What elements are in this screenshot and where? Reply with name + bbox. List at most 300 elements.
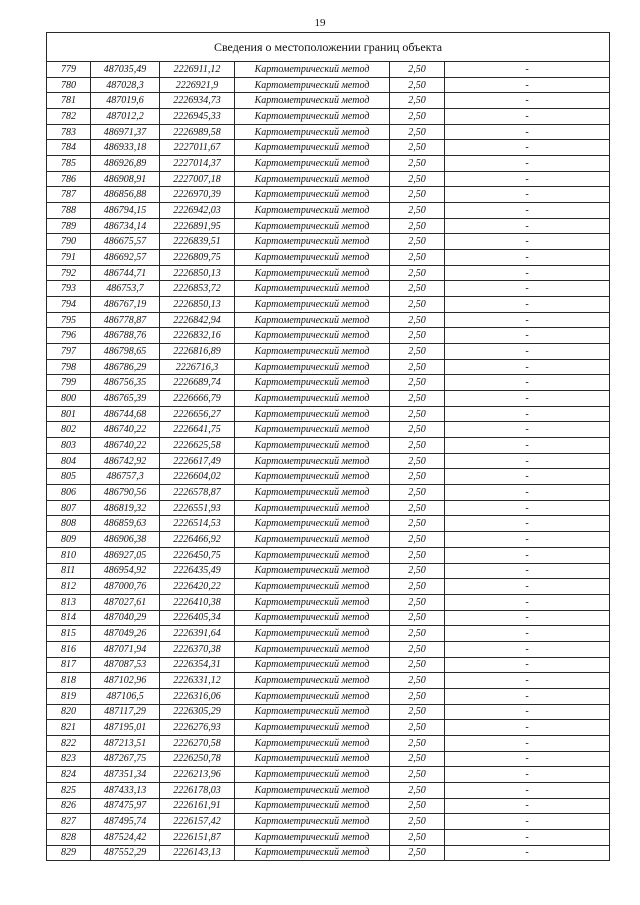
x-coordinate-cell: 487027,61 <box>91 594 160 610</box>
description-cell: - <box>445 532 610 548</box>
point-number-cell: 813 <box>47 594 91 610</box>
accuracy-cell: 2,50 <box>390 171 445 187</box>
description-cell: - <box>445 328 610 344</box>
accuracy-cell: 2,50 <box>390 798 445 814</box>
x-coordinate-cell: 487433,13 <box>91 782 160 798</box>
accuracy-cell: 2,50 <box>390 673 445 689</box>
accuracy-cell: 2,50 <box>390 610 445 626</box>
point-number-cell: 807 <box>47 500 91 516</box>
table-row <box>47 814 610 830</box>
x-coordinate-cell: 486790,56 <box>91 485 160 501</box>
x-coordinate-cell: 486744,68 <box>91 406 160 422</box>
method-cell: Картометрический метод <box>235 124 390 140</box>
table-title-row <box>47 33 610 62</box>
y-coordinate-cell: 2226604,02 <box>160 469 235 485</box>
accuracy-cell: 2,50 <box>390 109 445 125</box>
point-number-cell: 792 <box>47 265 91 281</box>
description-cell: - <box>445 767 610 783</box>
method-cell: Картометрический метод <box>235 328 390 344</box>
method-cell: Картометрический метод <box>235 829 390 845</box>
table-row <box>47 406 610 422</box>
description-cell: - <box>445 62 610 78</box>
y-coordinate-cell: 2227007,18 <box>160 171 235 187</box>
table-row <box>47 328 610 344</box>
y-coordinate-cell: 2226934,73 <box>160 93 235 109</box>
table-row <box>47 156 610 172</box>
method-cell: Картометрический метод <box>235 187 390 203</box>
description-cell: - <box>445 297 610 313</box>
x-coordinate-cell: 486926,89 <box>91 156 160 172</box>
table-row <box>47 93 610 109</box>
y-coordinate-cell: 2226405,34 <box>160 610 235 626</box>
table-row <box>47 359 610 375</box>
point-number-cell: 779 <box>47 62 91 78</box>
method-cell: Картометрический метод <box>235 281 390 297</box>
table-row <box>47 77 610 93</box>
point-number-cell: 821 <box>47 720 91 736</box>
y-coordinate-cell: 2226666,79 <box>160 391 235 407</box>
method-cell: Картометрический метод <box>235 297 390 313</box>
point-number-cell: 787 <box>47 187 91 203</box>
x-coordinate-cell: 486933,18 <box>91 140 160 156</box>
table-row <box>47 767 610 783</box>
description-cell: - <box>445 203 610 219</box>
accuracy-cell: 2,50 <box>390 641 445 657</box>
description-cell: - <box>445 171 610 187</box>
point-number-cell: 805 <box>47 469 91 485</box>
description-cell: - <box>445 312 610 328</box>
accuracy-cell: 2,50 <box>390 312 445 328</box>
table-row <box>47 469 610 485</box>
y-coordinate-cell: 2226839,51 <box>160 234 235 250</box>
point-number-cell: 797 <box>47 344 91 360</box>
table-row <box>47 688 610 704</box>
accuracy-cell: 2,50 <box>390 344 445 360</box>
accuracy-cell: 2,50 <box>390 422 445 438</box>
method-cell: Картометрический метод <box>235 406 390 422</box>
description-cell: - <box>445 688 610 704</box>
point-number-cell: 780 <box>47 77 91 93</box>
y-coordinate-cell: 2226625,58 <box>160 438 235 454</box>
description-cell: - <box>445 845 610 861</box>
y-coordinate-cell: 2226689,74 <box>160 375 235 391</box>
table-row <box>47 250 610 266</box>
description-cell: - <box>445 109 610 125</box>
point-number-cell: 824 <box>47 767 91 783</box>
x-coordinate-cell: 486744,71 <box>91 265 160 281</box>
description-cell: - <box>445 218 610 234</box>
point-number-cell: 796 <box>47 328 91 344</box>
method-cell: Картометрический метод <box>235 767 390 783</box>
accuracy-cell: 2,50 <box>390 453 445 469</box>
x-coordinate-cell: 486794,15 <box>91 203 160 219</box>
x-coordinate-cell: 487117,29 <box>91 704 160 720</box>
table-row <box>47 453 610 469</box>
y-coordinate-cell: 2226578,87 <box>160 485 235 501</box>
method-cell: Картометрический метод <box>235 563 390 579</box>
table-row <box>47 704 610 720</box>
table-row <box>47 532 610 548</box>
method-cell: Картометрический метод <box>235 218 390 234</box>
x-coordinate-cell: 486740,22 <box>91 422 160 438</box>
point-number-cell: 783 <box>47 124 91 140</box>
x-coordinate-cell: 487087,53 <box>91 657 160 673</box>
y-coordinate-cell: 2226850,13 <box>160 297 235 313</box>
point-number-cell: 800 <box>47 391 91 407</box>
table-row <box>47 62 610 78</box>
table-row <box>47 500 610 516</box>
method-cell: Картометрический метод <box>235 845 390 861</box>
method-cell: Картометрический метод <box>235 344 390 360</box>
point-number-cell: 810 <box>47 547 91 563</box>
point-number-cell: 804 <box>47 453 91 469</box>
y-coordinate-cell: 2226151,87 <box>160 829 235 845</box>
method-cell: Картометрический метод <box>235 688 390 704</box>
point-number-cell: 790 <box>47 234 91 250</box>
method-cell: Картометрический метод <box>235 250 390 266</box>
accuracy-cell: 2,50 <box>390 234 445 250</box>
point-number-cell: 799 <box>47 375 91 391</box>
point-number-cell: 811 <box>47 563 91 579</box>
x-coordinate-cell: 487195,01 <box>91 720 160 736</box>
method-cell: Картометрический метод <box>235 453 390 469</box>
method-cell: Картометрический метод <box>235 814 390 830</box>
point-number-cell: 825 <box>47 782 91 798</box>
description-cell: - <box>445 422 610 438</box>
point-number-cell: 798 <box>47 359 91 375</box>
y-coordinate-cell: 2226276,93 <box>160 720 235 736</box>
x-coordinate-cell: 486788,76 <box>91 328 160 344</box>
description-cell: - <box>445 547 610 563</box>
description-cell: - <box>445 579 610 595</box>
method-cell: Картометрический метод <box>235 265 390 281</box>
method-cell: Картометрический метод <box>235 234 390 250</box>
description-cell: - <box>445 657 610 673</box>
x-coordinate-cell: 486756,35 <box>91 375 160 391</box>
accuracy-cell: 2,50 <box>390 62 445 78</box>
description-cell: - <box>445 234 610 250</box>
x-coordinate-cell: 486971,37 <box>91 124 160 140</box>
description-cell: - <box>445 375 610 391</box>
y-coordinate-cell: 2226161,91 <box>160 798 235 814</box>
accuracy-cell: 2,50 <box>390 281 445 297</box>
method-cell: Картометрический метод <box>235 720 390 736</box>
accuracy-cell: 2,50 <box>390 720 445 736</box>
table-row <box>47 751 610 767</box>
method-cell: Картометрический метод <box>235 532 390 548</box>
x-coordinate-cell: 486954,92 <box>91 563 160 579</box>
x-coordinate-cell: 486765,39 <box>91 391 160 407</box>
y-coordinate-cell: 2226970,39 <box>160 187 235 203</box>
description-cell: - <box>445 187 610 203</box>
method-cell: Картометрический метод <box>235 62 390 78</box>
method-cell: Картометрический метод <box>235 626 390 642</box>
point-number-cell: 786 <box>47 171 91 187</box>
table-row <box>47 735 610 751</box>
x-coordinate-cell: 487552,29 <box>91 845 160 861</box>
table-row <box>47 124 610 140</box>
table-row <box>47 720 610 736</box>
table-row <box>47 203 610 219</box>
description-cell: - <box>445 485 610 501</box>
x-coordinate-cell: 486740,22 <box>91 438 160 454</box>
point-number-cell: 793 <box>47 281 91 297</box>
table-row <box>47 782 610 798</box>
point-number-cell: 788 <box>47 203 91 219</box>
y-coordinate-cell: 2226410,38 <box>160 594 235 610</box>
table-row <box>47 438 610 454</box>
accuracy-cell: 2,50 <box>390 156 445 172</box>
method-cell: Картометрический метод <box>235 782 390 798</box>
method-cell: Картометрический метод <box>235 485 390 501</box>
boundary-coordinates-table <box>46 32 610 861</box>
method-cell: Картометрический метод <box>235 751 390 767</box>
point-number-cell: 785 <box>47 156 91 172</box>
description-cell: - <box>445 594 610 610</box>
table-row <box>47 422 610 438</box>
method-cell: Картометрический метод <box>235 610 390 626</box>
x-coordinate-cell: 486819,32 <box>91 500 160 516</box>
x-coordinate-cell: 487102,96 <box>91 673 160 689</box>
table-row <box>47 673 610 689</box>
y-coordinate-cell: 2226891,95 <box>160 218 235 234</box>
y-coordinate-cell: 2226551,93 <box>160 500 235 516</box>
x-coordinate-cell: 487071,94 <box>91 641 160 657</box>
y-coordinate-cell: 2226157,42 <box>160 814 235 830</box>
point-number-cell: 817 <box>47 657 91 673</box>
point-number-cell: 826 <box>47 798 91 814</box>
accuracy-cell: 2,50 <box>390 767 445 783</box>
accuracy-cell: 2,50 <box>390 532 445 548</box>
accuracy-cell: 2,50 <box>390 187 445 203</box>
point-number-cell: 789 <box>47 218 91 234</box>
table-row <box>47 140 610 156</box>
x-coordinate-cell: 486798,65 <box>91 344 160 360</box>
x-coordinate-cell: 487351,34 <box>91 767 160 783</box>
table-row <box>47 845 610 861</box>
x-coordinate-cell: 487049,26 <box>91 626 160 642</box>
y-coordinate-cell: 2226305,29 <box>160 704 235 720</box>
table-title: Сведения о местоположении границ объекта <box>47 33 610 62</box>
method-cell: Картометрический метод <box>235 140 390 156</box>
description-cell: - <box>445 673 610 689</box>
accuracy-cell: 2,50 <box>390 829 445 845</box>
table-row <box>47 265 610 281</box>
y-coordinate-cell: 2226716,3 <box>160 359 235 375</box>
description-cell: - <box>445 563 610 579</box>
point-number-cell: 809 <box>47 532 91 548</box>
description-cell: - <box>445 406 610 422</box>
accuracy-cell: 2,50 <box>390 704 445 720</box>
description-cell: - <box>445 626 610 642</box>
table-row <box>47 391 610 407</box>
method-cell: Картометрический метод <box>235 798 390 814</box>
table-row <box>47 171 610 187</box>
method-cell: Картометрический метод <box>235 469 390 485</box>
y-coordinate-cell: 2226466,92 <box>160 532 235 548</box>
point-number-cell: 781 <box>47 93 91 109</box>
description-cell: - <box>445 124 610 140</box>
accuracy-cell: 2,50 <box>390 579 445 595</box>
description-cell: - <box>445 77 610 93</box>
description-cell: - <box>445 469 610 485</box>
description-cell: - <box>445 453 610 469</box>
point-number-cell: 803 <box>47 438 91 454</box>
y-coordinate-cell: 2226921,9 <box>160 77 235 93</box>
y-coordinate-cell: 2226617,49 <box>160 453 235 469</box>
description-cell: - <box>445 500 610 516</box>
accuracy-cell: 2,50 <box>390 814 445 830</box>
accuracy-cell: 2,50 <box>390 469 445 485</box>
table-row <box>47 626 610 642</box>
description-cell: - <box>445 359 610 375</box>
description-cell: - <box>445 156 610 172</box>
table-row <box>47 798 610 814</box>
description-cell: - <box>445 93 610 109</box>
point-number-cell: 814 <box>47 610 91 626</box>
x-coordinate-cell: 486786,29 <box>91 359 160 375</box>
method-cell: Картометрический метод <box>235 735 390 751</box>
method-cell: Картометрический метод <box>235 422 390 438</box>
x-coordinate-cell: 487475,97 <box>91 798 160 814</box>
accuracy-cell: 2,50 <box>390 93 445 109</box>
table-row <box>47 610 610 626</box>
point-number-cell: 822 <box>47 735 91 751</box>
x-coordinate-cell: 486767,19 <box>91 297 160 313</box>
y-coordinate-cell: 2226656,27 <box>160 406 235 422</box>
y-coordinate-cell: 2226370,38 <box>160 641 235 657</box>
point-number-cell: 801 <box>47 406 91 422</box>
x-coordinate-cell: 486734,14 <box>91 218 160 234</box>
point-number-cell: 828 <box>47 829 91 845</box>
description-cell: - <box>445 704 610 720</box>
table-row <box>47 281 610 297</box>
table-row <box>47 218 610 234</box>
accuracy-cell: 2,50 <box>390 594 445 610</box>
table-row <box>47 579 610 595</box>
description-cell: - <box>445 344 610 360</box>
accuracy-cell: 2,50 <box>390 735 445 751</box>
description-cell: - <box>445 735 610 751</box>
table-row <box>47 516 610 532</box>
method-cell: Картометрический метод <box>235 171 390 187</box>
x-coordinate-cell: 487213,51 <box>91 735 160 751</box>
method-cell: Картометрический метод <box>235 109 390 125</box>
accuracy-cell: 2,50 <box>390 845 445 861</box>
x-coordinate-cell: 487106,5 <box>91 688 160 704</box>
point-number-cell: 829 <box>47 845 91 861</box>
accuracy-cell: 2,50 <box>390 359 445 375</box>
table-row <box>47 829 610 845</box>
table-row <box>47 563 610 579</box>
y-coordinate-cell: 2226178,03 <box>160 782 235 798</box>
description-cell: - <box>445 829 610 845</box>
description-cell: - <box>445 751 610 767</box>
point-number-cell: 819 <box>47 688 91 704</box>
table-row <box>47 109 610 125</box>
y-coordinate-cell: 2226331,12 <box>160 673 235 689</box>
point-number-cell: 791 <box>47 250 91 266</box>
y-coordinate-cell: 2226270,58 <box>160 735 235 751</box>
point-number-cell: 794 <box>47 297 91 313</box>
accuracy-cell: 2,50 <box>390 203 445 219</box>
page-number: 19 <box>314 17 326 29</box>
x-coordinate-cell: 486675,57 <box>91 234 160 250</box>
accuracy-cell: 2,50 <box>390 547 445 563</box>
x-coordinate-cell: 487035,49 <box>91 62 160 78</box>
description-cell: - <box>445 250 610 266</box>
x-coordinate-cell: 487028,3 <box>91 77 160 93</box>
x-coordinate-cell: 486908,91 <box>91 171 160 187</box>
y-coordinate-cell: 2226391,64 <box>160 626 235 642</box>
point-number-cell: 784 <box>47 140 91 156</box>
description-cell: - <box>445 782 610 798</box>
description-cell: - <box>445 265 610 281</box>
point-number-cell: 820 <box>47 704 91 720</box>
point-number-cell: 812 <box>47 579 91 595</box>
point-number-cell: 818 <box>47 673 91 689</box>
accuracy-cell: 2,50 <box>390 265 445 281</box>
method-cell: Картометрический метод <box>235 641 390 657</box>
accuracy-cell: 2,50 <box>390 626 445 642</box>
accuracy-cell: 2,50 <box>390 77 445 93</box>
x-coordinate-cell: 486927,05 <box>91 547 160 563</box>
y-coordinate-cell: 2226143,13 <box>160 845 235 861</box>
y-coordinate-cell: 2226213,96 <box>160 767 235 783</box>
accuracy-cell: 2,50 <box>390 140 445 156</box>
description-cell: - <box>445 814 610 830</box>
accuracy-cell: 2,50 <box>390 657 445 673</box>
description-cell: - <box>445 610 610 626</box>
x-coordinate-cell: 487000,76 <box>91 579 160 595</box>
table-row <box>47 297 610 313</box>
method-cell: Картометрический метод <box>235 547 390 563</box>
description-cell: - <box>445 281 610 297</box>
description-cell: - <box>445 798 610 814</box>
accuracy-cell: 2,50 <box>390 485 445 501</box>
x-coordinate-cell: 486859,63 <box>91 516 160 532</box>
accuracy-cell: 2,50 <box>390 391 445 407</box>
accuracy-cell: 2,50 <box>390 218 445 234</box>
description-cell: - <box>445 516 610 532</box>
table-row <box>47 375 610 391</box>
point-number-cell: 827 <box>47 814 91 830</box>
description-cell: - <box>445 140 610 156</box>
accuracy-cell: 2,50 <box>390 563 445 579</box>
y-coordinate-cell: 2226989,58 <box>160 124 235 140</box>
method-cell: Картометрический метод <box>235 203 390 219</box>
point-number-cell: 816 <box>47 641 91 657</box>
table-body <box>47 62 610 861</box>
point-number-cell: 808 <box>47 516 91 532</box>
accuracy-cell: 2,50 <box>390 516 445 532</box>
x-coordinate-cell: 487019,6 <box>91 93 160 109</box>
table-row <box>47 594 610 610</box>
accuracy-cell: 2,50 <box>390 406 445 422</box>
description-cell: - <box>445 720 610 736</box>
table-row <box>47 485 610 501</box>
table-row <box>47 312 610 328</box>
description-cell: - <box>445 641 610 657</box>
accuracy-cell: 2,50 <box>390 124 445 140</box>
method-cell: Картометрический метод <box>235 391 390 407</box>
accuracy-cell: 2,50 <box>390 375 445 391</box>
accuracy-cell: 2,50 <box>390 250 445 266</box>
table-row <box>47 547 610 563</box>
x-coordinate-cell: 486753,7 <box>91 281 160 297</box>
method-cell: Картометрический метод <box>235 375 390 391</box>
table-row <box>47 234 610 250</box>
